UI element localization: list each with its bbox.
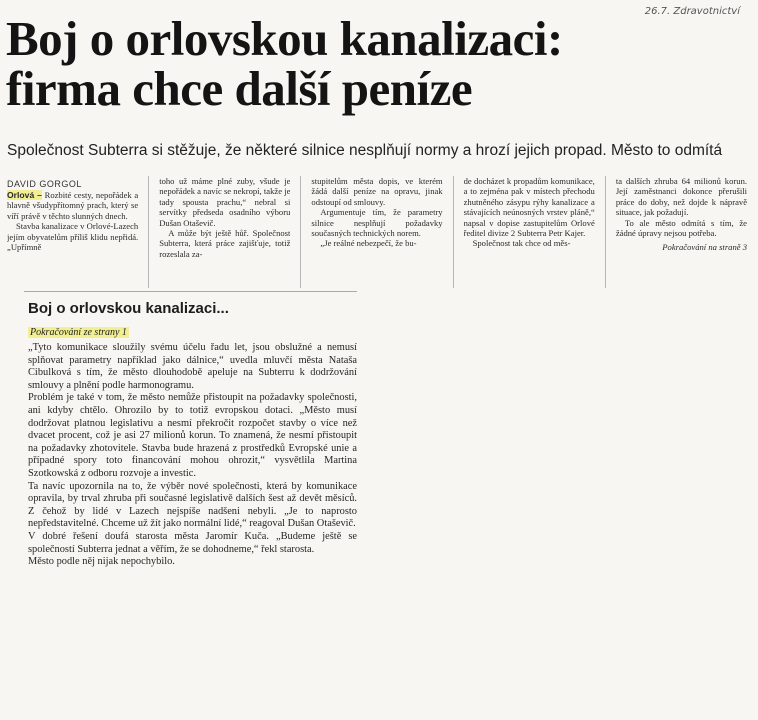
continuation-paragraph: V dobré řešení doufá starosta města Jaromír Kuča. „Budeme ještě se společností Subterra jednat a věřím, že se dohodneme,“ řekl starosta.: [28, 530, 357, 555]
column-4: [464, 176, 595, 288]
dateline-place: Orlová –: [7, 190, 42, 200]
article-columns: [7, 176, 747, 288]
column-paragraph: To ale město odmítá s tím, že žádné úpravy nejsou potřeba.: [615, 217, 748, 239]
continuation-title: Boj o orlovskou kanalizaci...: [28, 300, 229, 317]
column-paragraph: de docházet k propadům komunikace, a to zejména pak v místech přechodu zhutněného zásypu rýhy kanalizace a stávajících neúnosných vrstev pláně,“ napsal v dopise zastupitelům Orlové ředitel divize 2 Subterra Petr Kajer.: [463, 176, 595, 239]
column-paragraph: „Je reálné nebezpečí, že bu-: [320, 238, 417, 249]
column-paragraph: A může být ještě hůř. Společnost Subterra, která práce zajišťuje, totiž rozeslala za-: [159, 228, 291, 259]
continuation-paragraph: Problém je také v tom, že město nemůže přistoupit na požadavky společnosti, ani kdyby chtělo. Ohrozilo by to totiž evropskou dotaci. „Město musí dodržovat platnou legislativu a nesmí překročit rozpočet stavby o více než dvacet procent, což je asi 27 milionů korun. To znamená, že nesmí přistoupit na požadavky zhotovitele. Stavba bude hrazená z prostředků Evropské unie a případné spory toto financování mohou ohrozit,“ vysvětlila Martina Szotkowská z odboru rozvoje a investic.: [28, 392, 357, 479]
column-divider: [453, 176, 454, 288]
byline: DAVID GORGOL: [7, 179, 82, 189]
headline-line-2: firma chce další peníze: [6, 61, 473, 116]
headline-line-1: Boj o orlovskou kanalizaci:: [6, 11, 563, 66]
continued-on-page-3: Pokračování na straně 3: [662, 242, 748, 253]
continuation-paragraph: Ta navíc upozornila na to, že výběr nové společnosti, která by komunikace opravila, by trval zhruba při současné legislativě dalších šest až devět měsíců. Z čehož by lidé v Lazech nejspíše nadšeni nebyli. „Je to naprosto nepředstavitelné. Chceme už žít jako normální lidé,“ reagoval Dušan Otaševič.: [28, 480, 357, 530]
continuation-paragraph: „Tyto komunikace sloužily svému účelu řadu let, jsou obslužné a nemusí splňovat parametry například jako dálnice,“ uvedla mluvčí města Nataša Cibulková s tím, že město dlouhodobě apeluje na Subterru k dodržování smlouvy a plnění podle harmonogramu.: [28, 342, 357, 391]
column-3: [311, 176, 442, 288]
column-5: [616, 176, 747, 288]
column-paragraph: toho už máme plné zuby, všude je nepořádek a navíc se nekropí, takže je tady spousta prachu,“ nebral si servítky předseda osadního výboru Dušan Otaševič.: [159, 176, 291, 228]
continuation-box: [24, 291, 357, 652]
column-2: [159, 176, 290, 288]
column-paragraph: Společnost tak chce od měs-: [472, 238, 571, 249]
column-paragraph: Orlová – Rozbité cesty, nepořádek a hlavně všudypřítomný prach, který se víří právě v těchto slunných dnech.: [7, 190, 139, 221]
column-paragraph: stupitelům města dopis, ve kterém žádá další peníze na opravu, jinak odstoupí od smlouvy.: [311, 176, 443, 207]
column-divider: [605, 176, 606, 288]
column-divider: [300, 176, 301, 288]
column-paragraph: Stavba kanalizace v Orlové-Lazech jejím obyvatelům příliš klidu nepřidá. „Upřímně: [7, 221, 139, 253]
continued-from-page-1: Pokračování ze strany 1: [30, 327, 127, 338]
continuation-body: [28, 342, 357, 569]
column-divider: [148, 176, 149, 288]
column-paragraph: Argumentuje tím, že parametry silnice nesplňují požadavky současných technických norem.: [311, 207, 443, 239]
subheadline: Společnost Subterra si stěžuje, že některé silnice nesplňují normy a hrozí jejich propad. Město to odmítá: [7, 142, 723, 159]
continuation-paragraph: Město podle něj nijak nepochybilo.: [28, 556, 175, 568]
column-paragraph: ta dalších zhruba 64 milionů korun. Její zaměstnanci dokonce přerušili práce do doby, než dojde k nápravě situace, jak požadují.: [615, 176, 748, 218]
handwritten-note: 26.7. Zdravotnictví: [644, 6, 740, 17]
column-1: [7, 176, 138, 288]
